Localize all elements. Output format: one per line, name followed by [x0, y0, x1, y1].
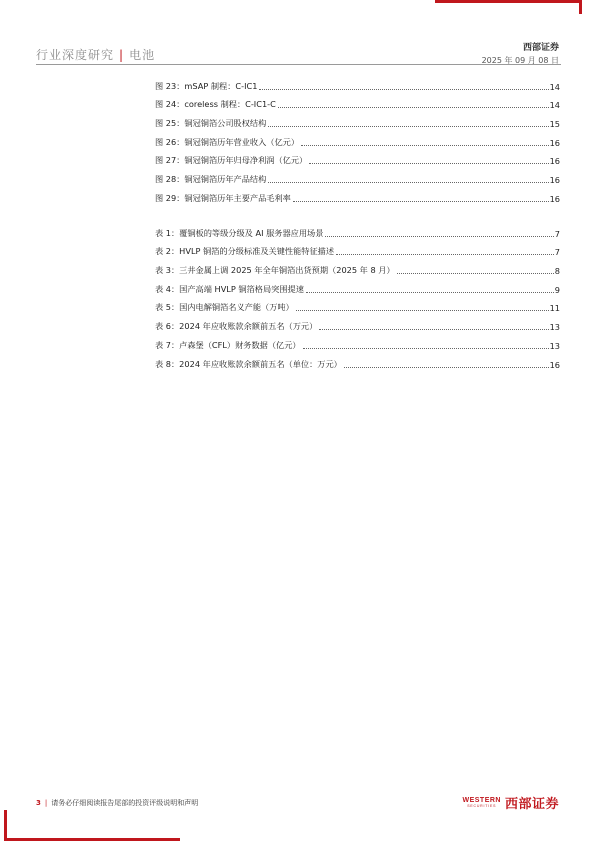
page-footer	[36, 798, 198, 808]
entry-page: 13	[549, 322, 560, 333]
dot-leader	[344, 366, 549, 368]
header-divider: |	[119, 48, 125, 62]
table-entry[interactable]	[155, 276, 560, 295]
entry-page: 15	[549, 119, 560, 130]
report-date: 2025 年 09 月 08 日	[481, 56, 559, 65]
entry-title: 表 2：HVLP 铜箔的分级标准及关键性能特征描述	[155, 246, 335, 257]
corner-decoration-top-right	[435, 0, 582, 14]
dot-leader	[309, 162, 548, 164]
entry-page: 13	[549, 340, 560, 351]
entry-page: 7	[554, 228, 560, 239]
table-entry[interactable]	[155, 351, 560, 370]
dot-leader	[293, 200, 549, 202]
figure-entry[interactable]	[155, 166, 560, 185]
entry-title: 图 29：铜冠铜箔历年主要产品毛利率	[155, 192, 291, 203]
entry-title: 表 7：卢森堡（CFL）财务数据（亿元）	[155, 339, 301, 350]
header-brand-block	[482, 40, 559, 66]
entry-page: 9	[554, 284, 560, 295]
table-entry[interactable]	[155, 239, 560, 258]
entry-page: 16	[549, 137, 560, 148]
figure-entry[interactable]	[155, 148, 560, 167]
entry-page: 16	[549, 156, 560, 167]
logo-english-name: WESTERN	[462, 797, 501, 804]
table-entry[interactable]	[155, 257, 560, 276]
entry-page: 14	[549, 81, 560, 92]
dot-leader	[397, 272, 554, 274]
table-entry[interactable]	[155, 220, 560, 239]
footer-divider: |	[44, 799, 48, 807]
entry-title: 表 1：覆铜板的等级分级及 AI 服务器应用场景	[155, 227, 324, 238]
entry-page: 11	[549, 303, 560, 314]
report-type: 行业深度研究	[36, 48, 115, 62]
entry-title: 图 24：coreless 制程：C-IC1-C	[155, 99, 276, 110]
dot-leader	[268, 125, 548, 127]
dot-leader	[259, 88, 548, 90]
entry-page: 16	[549, 175, 560, 186]
entry-title: 表 8：2024 年应收账款余额前五名（单位：万元）	[155, 358, 342, 369]
dot-leader	[268, 181, 548, 183]
dot-leader	[301, 144, 549, 146]
figure-entry[interactable]	[155, 110, 560, 129]
entry-page: 16	[549, 193, 560, 204]
industry-name: 电池	[129, 48, 156, 62]
figure-entry[interactable]	[155, 73, 560, 92]
dot-leader	[325, 235, 553, 237]
entry-title: 图 25：铜冠铜箔公司股权结构	[155, 118, 267, 129]
entry-title: 表 6：2024 年应收账款余额前五名（万元）	[155, 321, 318, 332]
table-list	[155, 220, 560, 370]
entry-title: 表 5：国内电解铜箔名义产能（万吨）	[155, 302, 294, 313]
company-logo	[462, 793, 559, 812]
entry-page: 7	[554, 247, 560, 258]
figure-entry[interactable]	[155, 129, 560, 148]
page-number: 3	[36, 799, 41, 807]
entry-title: 图 23：mSAP 制程：C-IC1	[155, 80, 258, 91]
table-entry[interactable]	[155, 332, 560, 351]
entry-title: 表 4：国产高端 HVLP 铜箔格局突围提速	[155, 283, 304, 294]
dot-leader	[278, 106, 549, 108]
header-divider-line	[36, 64, 561, 65]
logo-chinese-name: 西部证券	[504, 797, 559, 812]
logo-english	[462, 797, 501, 808]
logo-english-sub: SECURITIES	[467, 804, 497, 808]
entry-page: 14	[549, 100, 560, 111]
entry-title: 图 26：铜冠铜箔历年营业收入（亿元）	[155, 136, 300, 147]
entry-title: 图 28：铜冠铜箔历年产品结构	[155, 174, 267, 185]
entry-page: 8	[554, 266, 560, 277]
brand-name: 西部证券	[522, 43, 559, 53]
corner-decoration-bottom-left	[4, 810, 180, 841]
table-entry[interactable]	[155, 313, 560, 332]
entry-title: 表 3：三井金属上调 2025 年全年铜箔出货预期（2025 年 8 月）	[155, 265, 395, 276]
entry-title: 图 27：铜冠铜箔历年归母净利润（亿元）	[155, 155, 308, 166]
table-entry[interactable]	[155, 295, 560, 314]
figure-entry[interactable]	[155, 185, 560, 204]
dot-leader	[303, 347, 549, 349]
footer-disclaimer: 请务必仔细阅读报告尾部的投资评级说明和声明	[51, 799, 199, 807]
figure-list	[155, 73, 560, 204]
figure-entry[interactable]	[155, 92, 560, 111]
entry-page: 16	[549, 359, 560, 370]
dot-leader	[306, 291, 554, 293]
dot-leader	[296, 309, 549, 311]
dot-leader	[319, 328, 548, 330]
dot-leader	[336, 253, 554, 255]
report-category-header	[36, 46, 155, 63]
